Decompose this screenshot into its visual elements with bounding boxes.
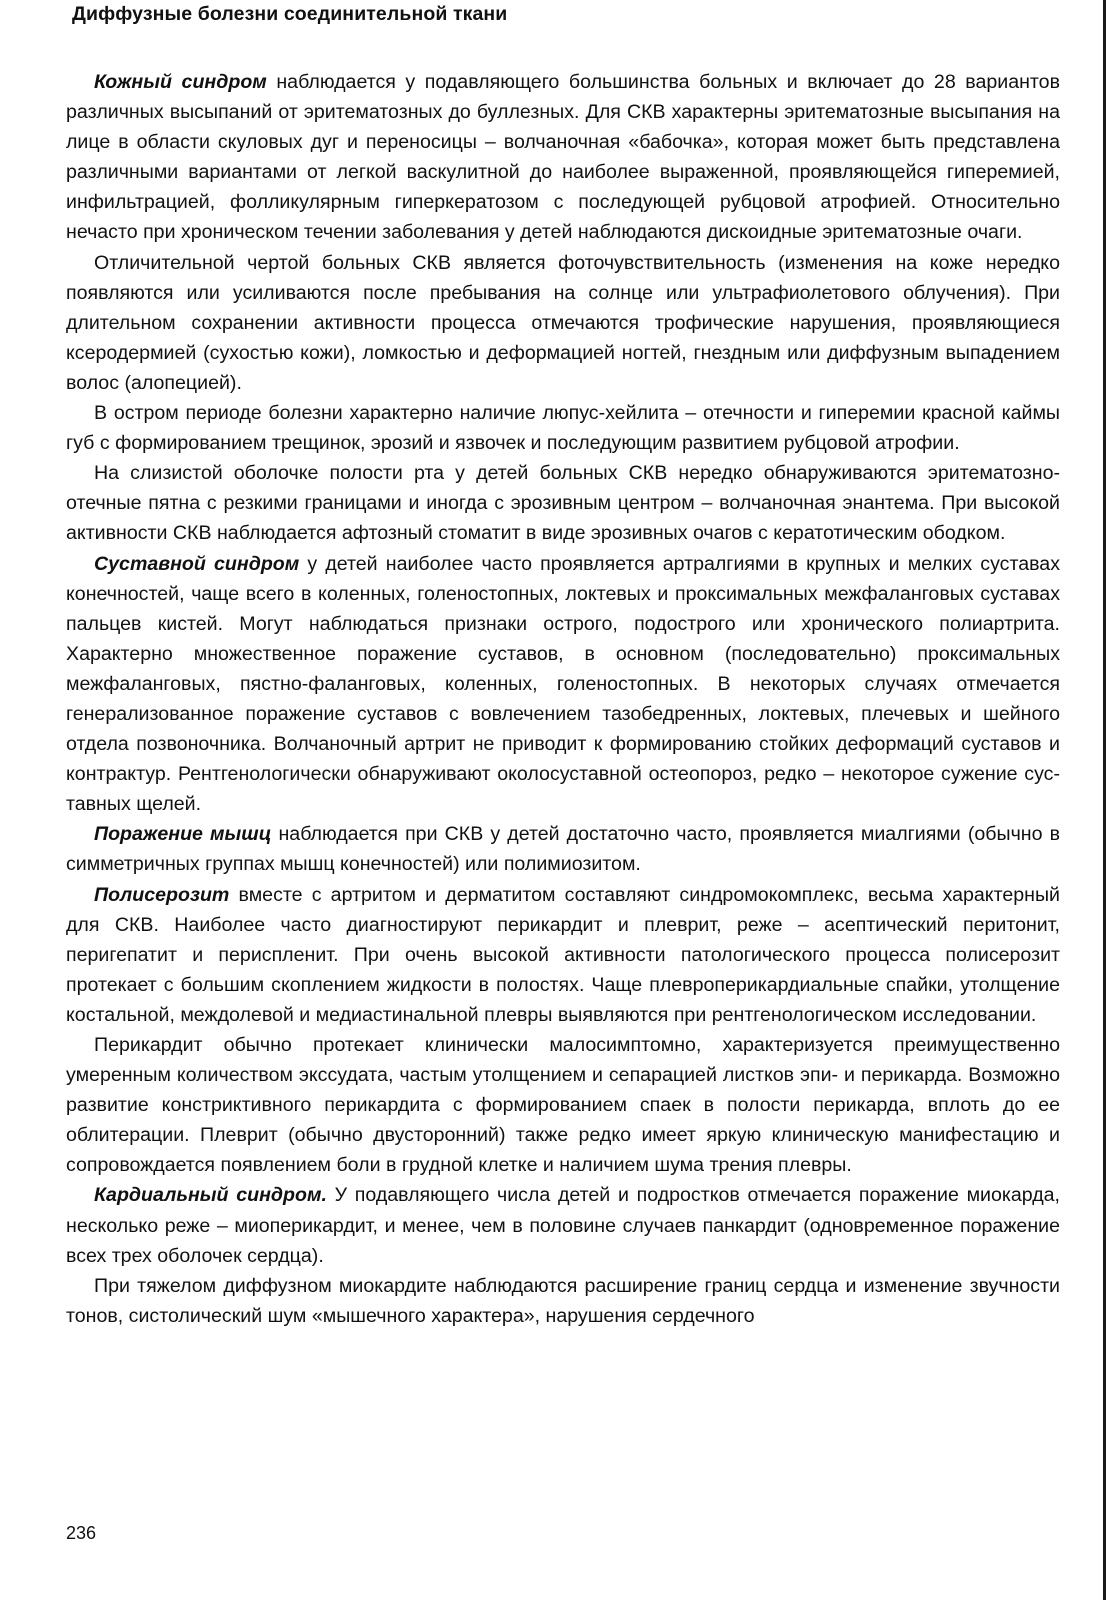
- paragraph-text: вместе с артритом и дерматитом составляют синдромокомплекс, весьма характерный для СКВ. Наиболее часто диагностируют перикардит и плеврит, реже – асептический перитонит, перигепатит и периспленит. При очень высокой активности патологического процесса полисерозит протекает с большим скоплением жидкости в полостях. Чаще плевроперикардиальные спайки, утолщение костальной, междолевой и медиастинальной плевры выявляются при рентгенологическом исследовании.: [66, 883, 1060, 1026]
- paragraph-text: Перикардит обычно протекает клинически малосимптомно, характеризуется преимущественно умеренным количеством экссудата, частым утолщением и сепарацией листков эпи- и перикарда. Возможно развитие констриктивного перикардита с формированием спаек в полости перикарда, вплоть до ее облитерации. Плеврит (обычно двусторонний) также редко имеет яркую клиническую манифестацию и сопровождается появлением боли в грудной клетке и наличием шума трения плевры.: [66, 1034, 1060, 1177]
- paragraph-text: В остром периоде болезни характерно наличие люпус-хейлита – отечности и гиперемии красной каймы губ с формированием трещинок, эрозий и язвочек и последующим развитием рубцовой атрофии.: [66, 402, 1060, 455]
- paragraph-lead: Кардиальный синдром.: [94, 1184, 327, 1207]
- paragraph-pericarditis: [66, 1030, 1060, 1180]
- paragraph-lead: Кожный синдром: [94, 71, 267, 93]
- paragraph-joint-syndrome: [66, 549, 1060, 820]
- paragraph-polyserositis: [66, 880, 1060, 1030]
- paragraph-cardiac-syndrome: [66, 1180, 1060, 1270]
- paragraph-photosensitivity: [66, 248, 1060, 398]
- body-text: [66, 67, 1060, 1331]
- paragraph-lead: Полисерозит: [94, 883, 230, 906]
- paragraph-lead: Поражение мышц: [94, 823, 272, 846]
- page-number: 236: [66, 1523, 97, 1543]
- paragraph-text: наблюдается при СКВ у детей достаточно часто, проявляется миалгиями (обычно в симметричных группах мышц конечностей) или полимиозитом.: [66, 823, 1061, 876]
- running-head: Диффузные болезни соединительной ткани: [72, 3, 508, 25]
- paragraph-muscle-damage: [66, 819, 1060, 879]
- paragraph-skin-syndrome: [66, 67, 1060, 248]
- paragraph-text: У подавляющего числа детей и подростков отмечается поражение миокарда, несколько реже – миоперикардит, и менее, чем в половине случаев панкардит (одновременное поражение всех трех оболочек сердца).: [66, 1184, 1060, 1267]
- paragraph-text: При тяжелом диффузном миокардите наблюдаются расширение границ сердца и изменение звучности тонов, систолический шум «мышечного характера», нарушения сердечного: [66, 1274, 1060, 1327]
- paragraph-lupus-cheilitis: [66, 398, 1060, 458]
- paragraph-myocarditis: [66, 1271, 1060, 1331]
- paragraph-lead: Суставной синдром: [94, 552, 300, 575]
- paragraph-text: наблюдается у подавляющего большинства больных и включает до 28 вариантов различных высыпаний от эритематозных до буллезных. Для СКВ характерны эритематозные высыпания на лице в области скуловых дуг и переносицы – волчаночная «бабочка», которая может быть представлена различными вариантами от легкой васкулитной до наиболее выраженной, проявляющейся гиперемией, инфильтрацией, фолликулярным гиперкератозом с последующей рубцовой атрофией. Относительно нечасто при хроническом течении заболевания у детей наблюдаются дискоидные эритематозные очаги.: [66, 71, 1060, 244]
- paragraph-text: На слизистой оболочке полости рта у детей больных СКВ нередко обнаруживаются эритематозно-отечные пятна с резкими границами и иногда с эрозивным центром – волчаночная энантема. При высокой активности СКВ наблюдается афтозный стоматит в виде эрозивных очагов с кератотическим ободком.: [66, 462, 1060, 545]
- paragraph-text: Отличительной чертой больных СКВ является фоточувствительность (изменения на коже нередко появляются или усиливаются после пребывания на солнце или ультрафиолетового облучения). При длительном сохранении активности процесса отмечаются трофические нарушения, проявляющиеся ксеродермией (сухостью кожи), ломкостью и деформацией ногтей, гнездным или диффузным выпадением волос (алопецией).: [66, 251, 1060, 394]
- paragraph-text: у детей наиболее часто проявляется артралгиями в крупных и мелких суставах конечностей, чаще всего в коленных, голеностопных, локтевых и проксимальных межфаланговых суставах пальцев кистей. Могут наблюдаться признаки острого, подострого или хронического полиартрита. Характерно множественное поражение суставов, в основном (последовательно) проксимальных межфаланговых, пястно-фаланговых, коленных, голеностопных. В некоторых случаях отмечается генерализованное поражение суставов с вовлечением тазобедренных, локтевых, плечевых и шейного отдела позвоночника. Волчаночный артрит не приводит к формированию стойких деформаций суставов и контрактур. Рентгенологически обнаруживают околосуставной остеопороз, редко – некоторое сужение суставных щелей.: [66, 552, 1060, 816]
- paragraph-oral-mucosa: [66, 458, 1060, 548]
